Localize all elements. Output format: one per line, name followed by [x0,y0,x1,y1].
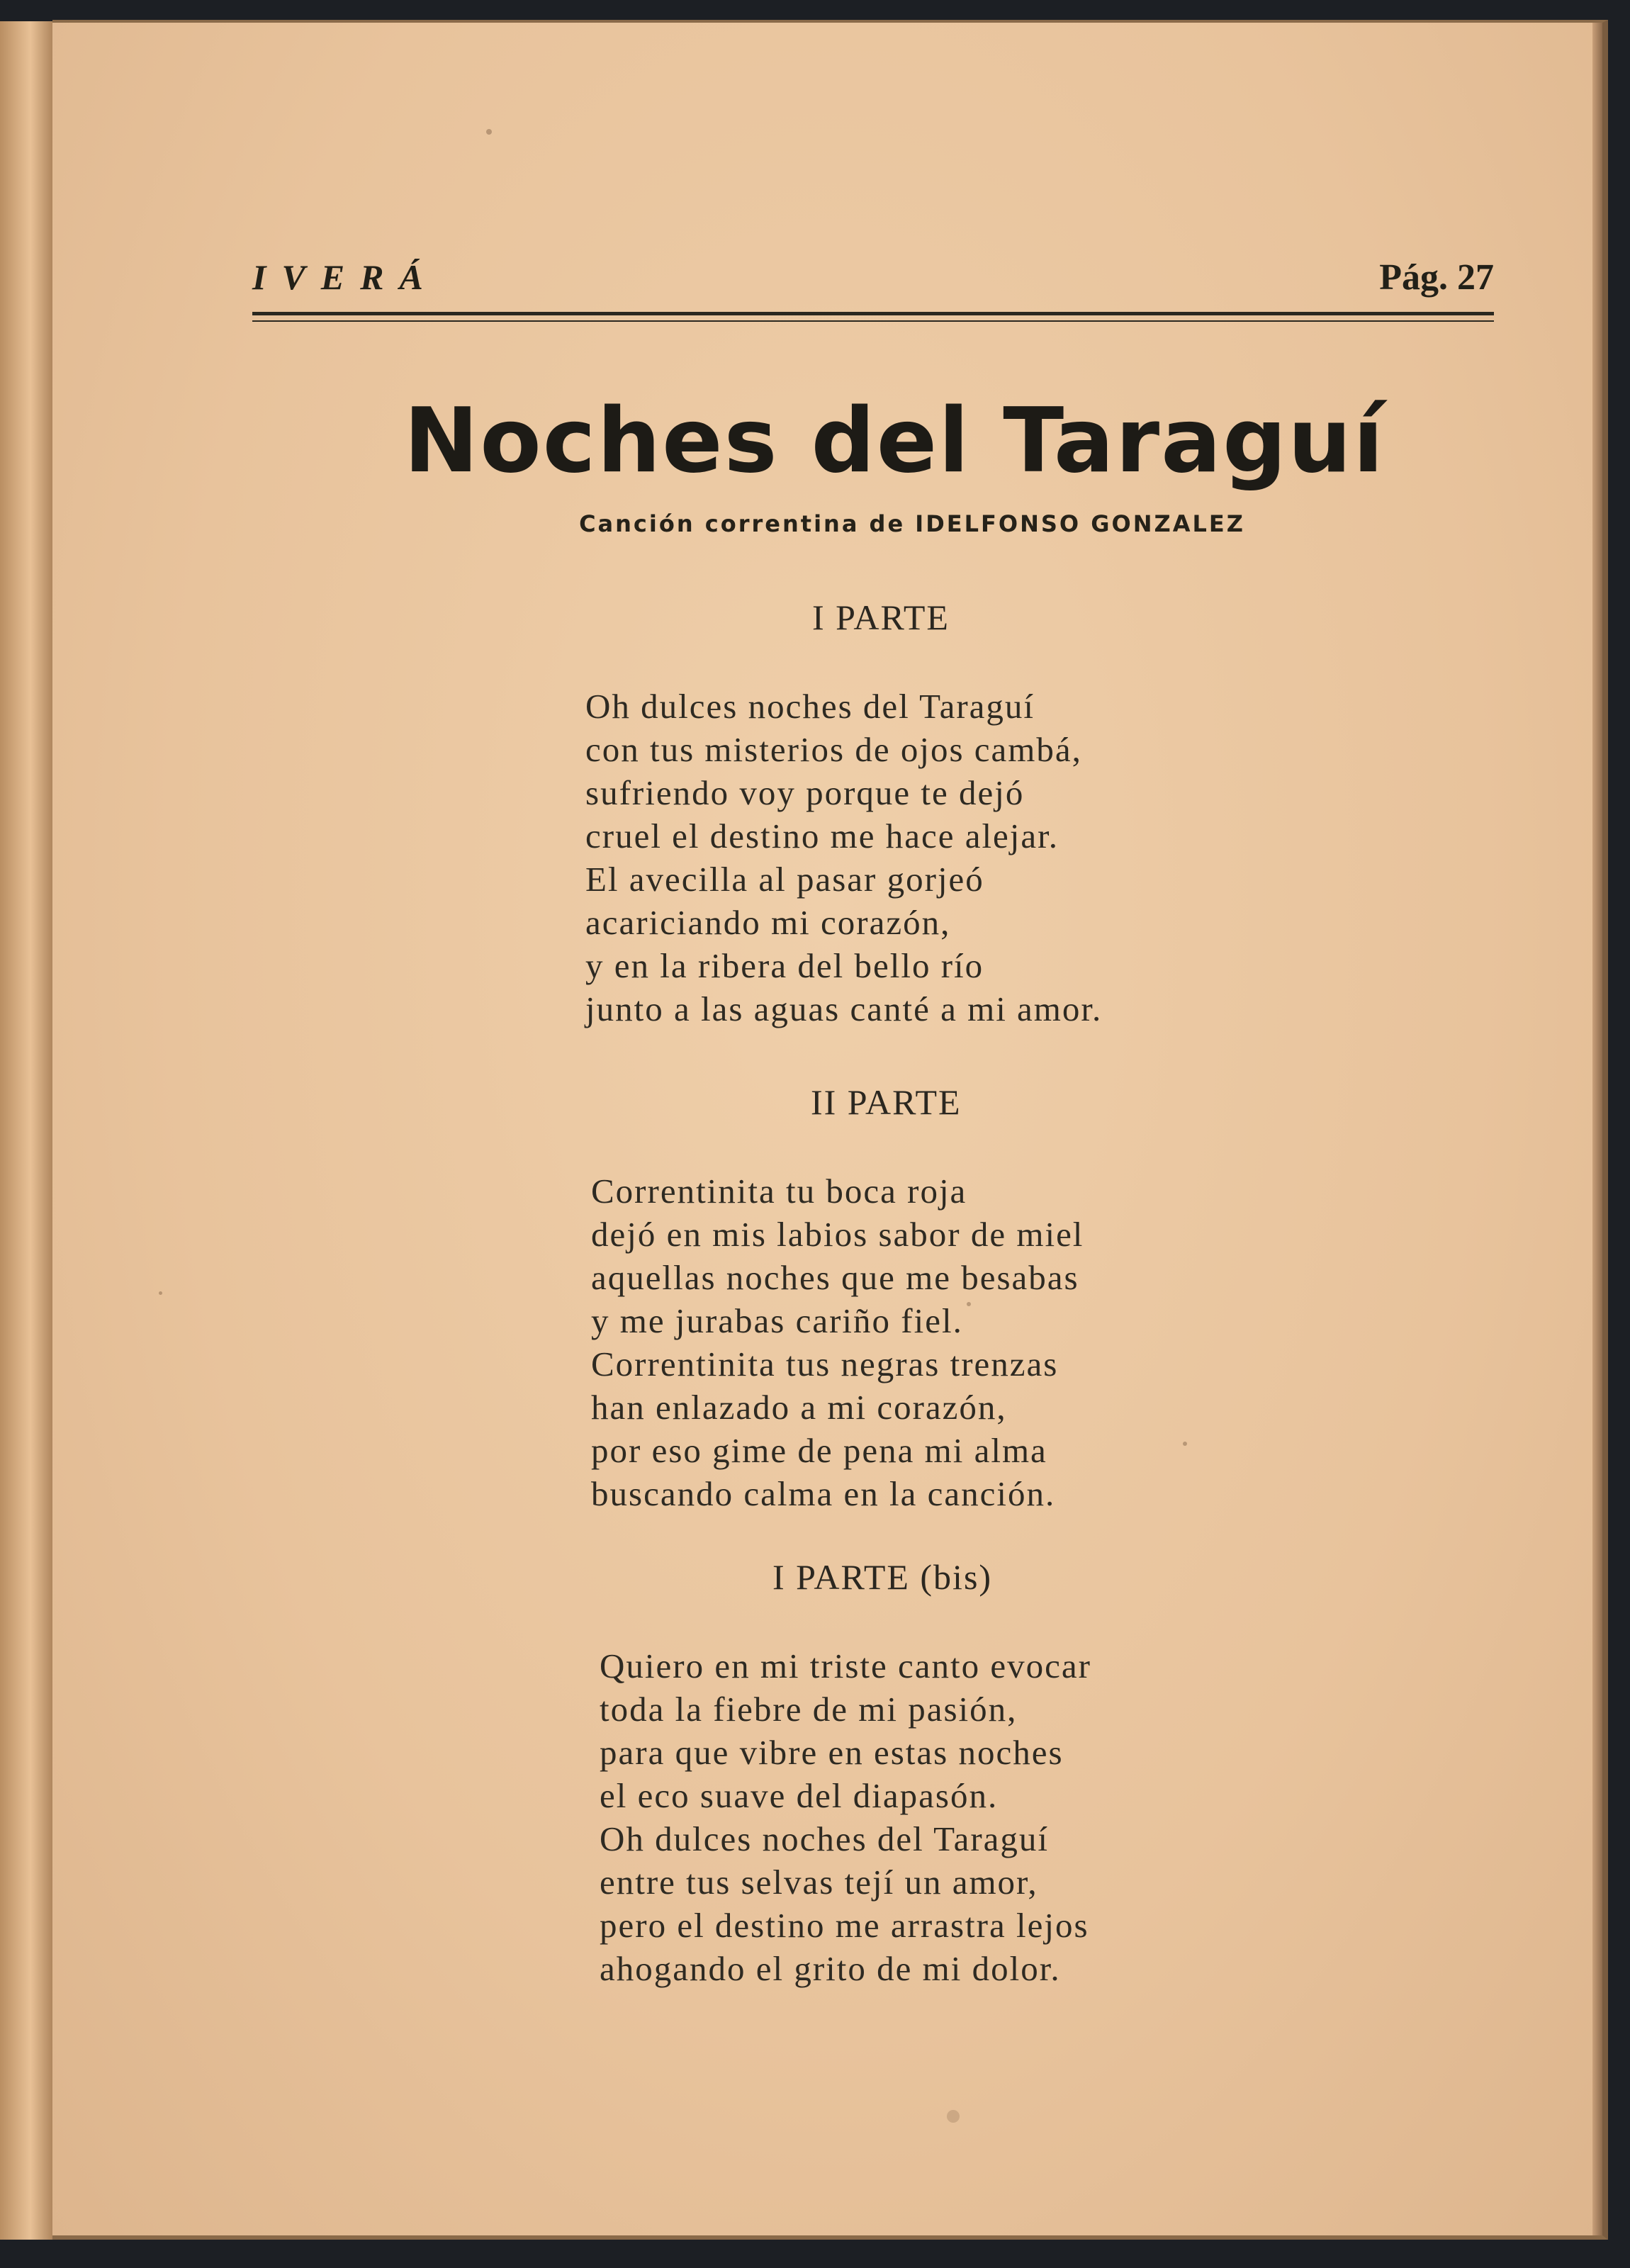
verse-line: y me jurabas cariño fiel. [591,1301,963,1340]
verse-line: por eso gime de pena mi alma [591,1431,1047,1470]
verse-line: el eco suave del diapasón. [600,1776,999,1815]
stanza-1 [585,685,1102,1031]
journal-name: IVERÁ [252,257,439,297]
running-head [252,257,1494,309]
page-number: Pág. 27 [1379,257,1494,298]
part-heading-3: I PARTE (bis) [772,1557,993,1597]
header-rule-thin [252,320,1494,322]
verse-line: Oh dulces noches del Taraguí [600,1819,1050,1858]
verse-line: entre tus selvas tejí un amor, [600,1863,1038,1902]
verse-line: junto a las aguas canté a mi amor. [585,989,1103,1028]
verse-line: Correntinita tus negras trenzas [591,1344,1059,1383]
verse-line: Correntinita tu boca roja [591,1172,967,1211]
verse-line: cruel el destino me hace alejar. [585,816,1060,855]
paper-speck [486,129,492,135]
verse-line: Oh dulces noches del Taraguí [585,687,1035,726]
part-heading-2: II PARTE [811,1082,962,1122]
stanza-3 [600,1644,1091,1990]
verse-line: han enlazado a mi corazón, [591,1388,1007,1427]
verse-line: buscando calma en la canción. [591,1474,1056,1513]
song-subtitle: Canción correntina de IDELFONSO GONZALEZ [579,510,1245,537]
part-heading-1: I PARTE [812,597,950,637]
verse-line: Quiero en mi triste canto evocar [600,1646,1091,1685]
verse-line: sufriendo voy porque te dejó [585,773,1025,812]
song-title: Noches del Taraguí [403,388,1386,493]
verse-line: toda la fiebre de mi pasión, [600,1690,1018,1729]
verse-line: dejó en mis labios sabor de miel [591,1215,1084,1254]
paper-speck [1183,1442,1187,1446]
verse-line: aquellas noches que me besabas [591,1258,1079,1297]
verse-line: con tus misterios de ojos cambá, [585,730,1082,769]
header-rule [252,312,1494,315]
stanza-2 [591,1169,1084,1515]
verse-line: y en la ribera del bello río [585,946,984,985]
book-binding [0,21,58,2240]
verse-line: pero el destino me arrastra lejos [600,1906,1089,1945]
paper-speck [947,2110,960,2123]
verse-line: El avecilla al pasar gorjeó [585,860,984,899]
verse-line: para que vibre en estas noches [600,1733,1064,1772]
paper-speck [159,1291,162,1295]
verse-line: ahogando el grito de mi dolor. [600,1949,1061,1988]
verse-line: acariciando mi corazón, [585,903,951,942]
page-edge [1592,23,1602,2235]
